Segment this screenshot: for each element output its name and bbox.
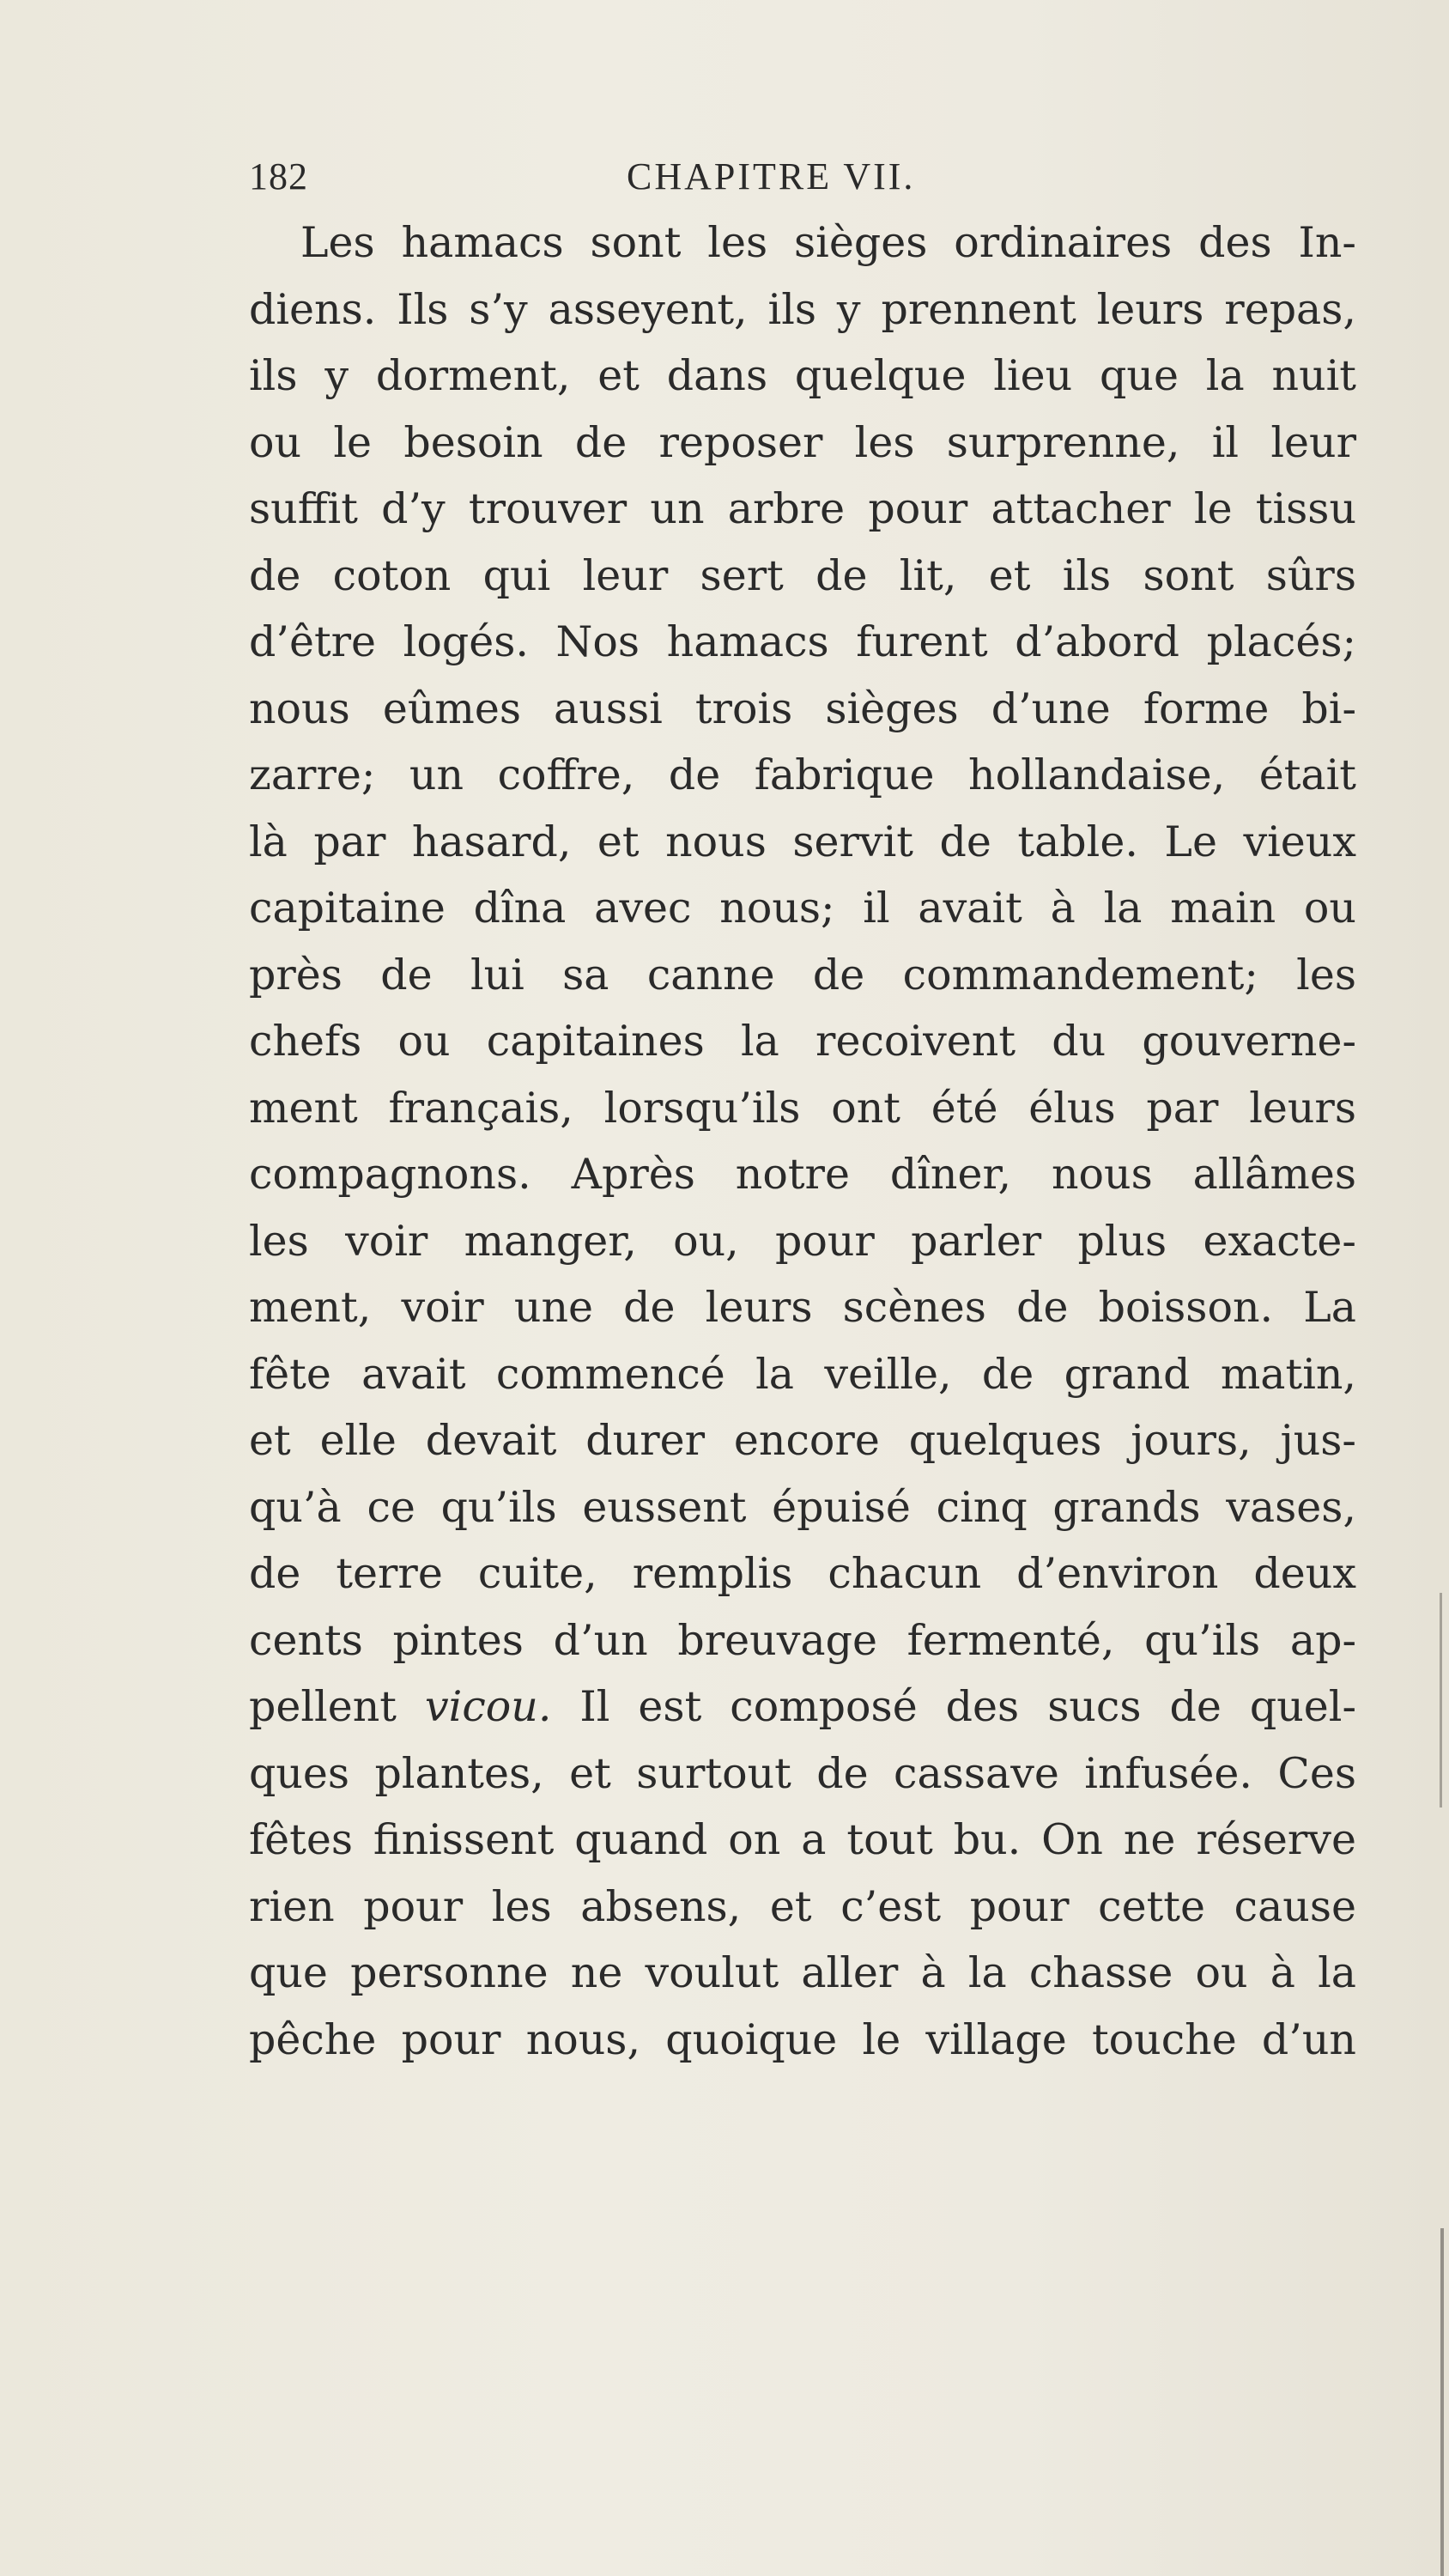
text-line: compagnons. Après notre dîner, nous allâmes [249,1150,1356,1199]
page-edge-shadow [1440,2228,1444,2576]
text-line: ment, voir une de leurs scènes de boisson. La [249,1283,1356,1332]
text-line: Les hamacs sont les sièges ordinaires des In- [300,218,1356,267]
text-line: pêche pour nous, quoique le village touche d’un [249,2014,1356,2064]
text-line: chefs ou capitaines la recoivent du gouverne- [249,1017,1356,1066]
text-segment: Il est composé des sucs de quel- [551,1682,1357,1731]
chapter-title: CHAPITRE VII. [627,155,916,197]
text-line: près de lui sa canne de commandement; les [249,950,1356,999]
text-line: les voir manger, ou, pour parler plus exacte- [249,1216,1356,1266]
text-line: fête avait commencé la veille, de grand matin, [249,1349,1356,1399]
text-line: qu’à ce qu’ils eussent épuisé cinq grands vases, [249,1482,1356,1532]
text-line: d’être logés. Nos hamacs furent d’abord placés; [249,617,1356,666]
text-line: de terre cuite, remplis chacun d’environ deux [249,1549,1356,1598]
text-line: rien pour les absens, et c’est pour cette cause [249,1881,1356,1931]
text-line: diens. Ils s’y asseyent, ils y prennent leurs repas, [249,284,1356,334]
page-number: 182 [249,155,308,197]
text-line: suffit d’y trouver un arbre pour attacher le tissu [249,484,1356,533]
text-line: capitaine dîna avec nous; il avait à la main ou [249,884,1356,933]
text-line: ou le besoin de reposer les surprenne, il leur [249,417,1356,467]
text-line: fêtes finissent quand on a tout bu. On ne réserve [249,1815,1356,1864]
text-line: de coton qui leur sert de lit, et ils sont sûrs [249,550,1356,600]
page-edge-shadow [1440,1593,1442,1807]
text-line: cents pintes d’un breuvage fermenté, qu’ils ap- [249,1615,1356,1665]
text-line: et elle devait durer encore quelques jours, jus- [249,1416,1356,1465]
text-line: zarre; un coffre, de fabrique hollandaise, était [249,750,1356,799]
text-line: ques plantes, et surtout de cassave infusée. Ces [249,1748,1356,1798]
text-line: ment français, lorsqu’ils ont été élus par leurs [249,1083,1356,1133]
text-line: là par hasard, et nous servit de table. Le vieux [249,817,1356,866]
text-line: nous eûmes aussi trois sièges d’une forme bi- [249,683,1356,733]
body-text [249,210,1356,2073]
text-segment: pellent [249,1682,425,1731]
text-line [249,1674,1356,1741]
text-line: que personne ne voulut aller à la chasse ou à la [249,1948,1356,1997]
text-line: ils y dorment, et dans quelque lieu que la nuit [249,351,1356,400]
running-head [249,155,1193,206]
italic-word: vicou. [424,1682,552,1731]
